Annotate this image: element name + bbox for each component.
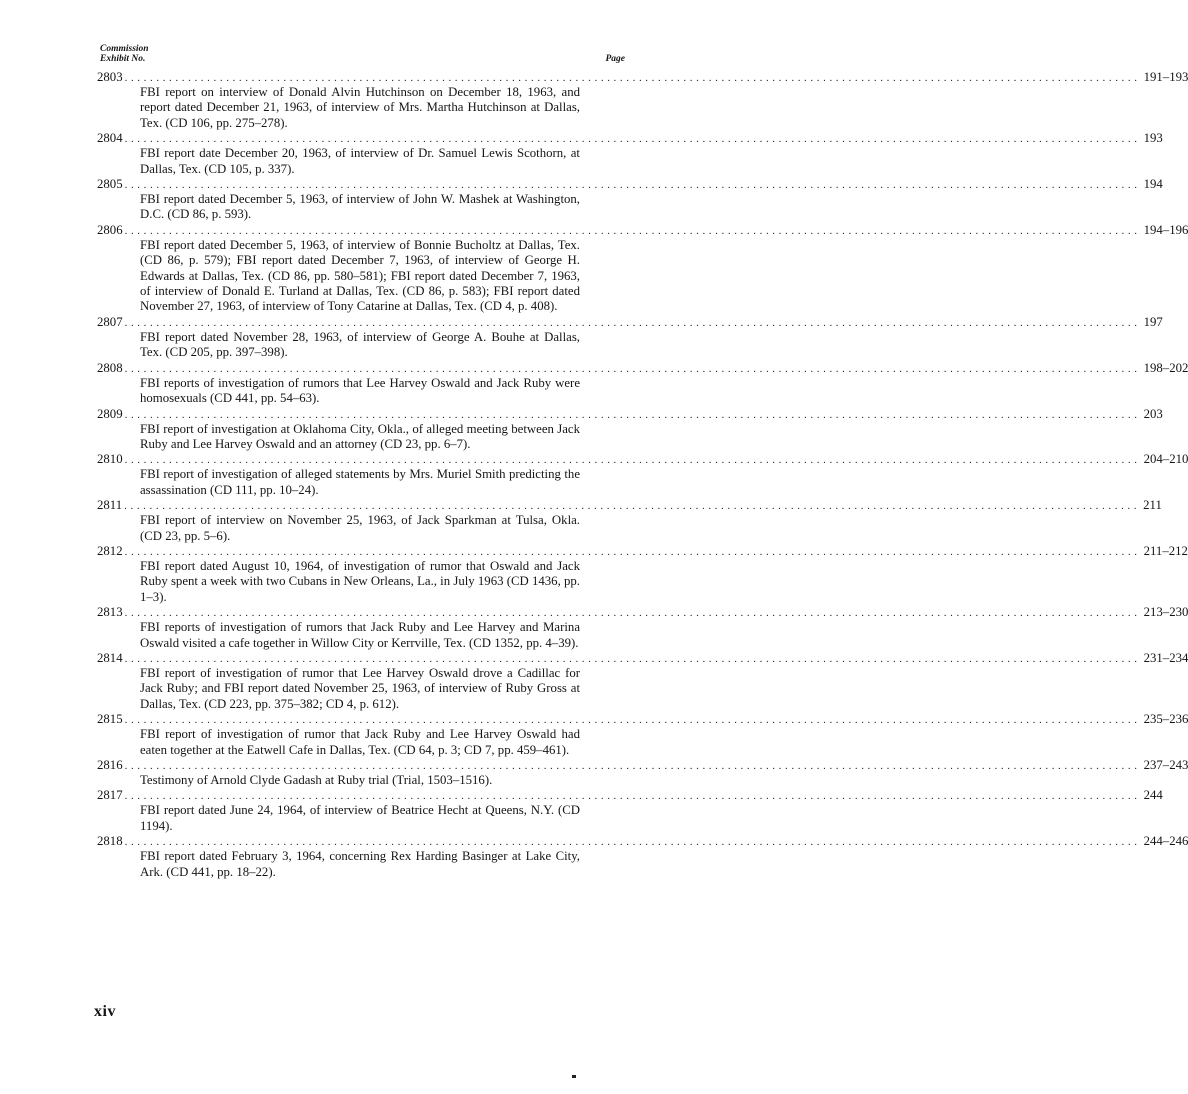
exhibit-number: 2804 <box>97 131 123 146</box>
exhibit-description: FBI report of investigation of alleged statements by Mrs. Muriel Smith predicting the assassination (CD 111, pp. 10–24). <box>140 467 580 497</box>
page-range: 211–212 <box>1143 543 1188 558</box>
exhibit-number: 2808 <box>97 360 123 375</box>
dot-leader: ................................................................................................................................................................ <box>124 362 1141 375</box>
exhibit-number: 2814 <box>97 650 123 665</box>
page-number: xiv <box>94 1003 116 1020</box>
exhibit-entry <box>97 543 1188 605</box>
exhibit-number: 2805 <box>97 177 123 192</box>
exhibit-description: FBI report date December 20, 1963, of interview of Dr. Samuel Lewis Scothorn, at Dallas, Tex. (CD 105, p. 337). <box>140 146 580 176</box>
exhibit-number: 2815 <box>97 712 123 727</box>
exhibit-entry-heading <box>97 452 1188 467</box>
page-range: 244–246 <box>1143 834 1188 849</box>
exhibit-number: 2811 <box>97 498 123 513</box>
exhibit-description: FBI report of investigation at Oklahoma City, Okla., of alleged meeting between Jack Ruby and Lee Harvey Oswald and an attorney (CD 23, pp. 6–7). <box>140 421 580 451</box>
exhibit-entry-heading <box>97 788 1163 803</box>
exhibit-entry <box>97 177 1163 223</box>
exhibit-number: 2817 <box>97 788 123 803</box>
exhibit-number: 2809 <box>97 406 123 421</box>
page-range: 194–196 <box>1143 222 1188 237</box>
dot-leader: ................................................................................................................................................................ <box>124 607 1141 620</box>
page-range: 197 <box>1143 314 1163 329</box>
column-header <box>97 44 627 70</box>
page-range: 213–230 <box>1143 605 1188 620</box>
exhibit-description: FBI report dated June 24, 1964, of interview of Beatrice Hecht at Queens, N.Y. (CD 1194). <box>140 803 580 833</box>
exhibit-description: FBI reports of investigation of rumors that Jack Ruby and Lee Harvey and Marina Oswald visited a cafe together in Willow City or Kerrville, Tex. (CD 1352, pp. 4–39). <box>140 620 580 650</box>
exhibit-entry-heading <box>97 314 1163 330</box>
exhibit-number: 2818 <box>97 834 123 849</box>
exhibit-entry-heading <box>97 70 1188 85</box>
exhibit-entry-heading <box>97 834 1188 849</box>
exhibit-index-page <box>97 44 1188 880</box>
dot-leader: ................................................................................................................................................................ <box>124 316 1141 329</box>
dot-leader: ................................................................................................................................................................ <box>124 224 1141 237</box>
exhibit-entry <box>97 834 1188 880</box>
exhibit-entry <box>97 360 1188 407</box>
exhibit-entry <box>97 650 1188 712</box>
dot-leader: ................................................................................................................................................................ <box>124 760 1141 772</box>
dot-leader: ................................................................................................................................................................ <box>124 790 1141 803</box>
exhibit-entry-heading <box>97 177 1163 192</box>
exhibit-entry <box>97 788 1163 834</box>
page-range: 193 <box>1143 131 1163 146</box>
page-column-label: Page <box>605 54 625 64</box>
exhibit-number: 2812 <box>97 543 123 558</box>
exhibit-description: FBI reports of investigation of rumors that Lee Harvey Oswald and Jack Ruby were homosexuals (CD 441, pp. 54–63). <box>140 375 580 406</box>
dot-leader: ................................................................................................................................................................ <box>124 714 1141 727</box>
dot-leader: ................................................................................................................................................................ <box>124 836 1141 849</box>
exhibit-entry-heading <box>97 543 1188 559</box>
exhibit-entry <box>97 605 1188 651</box>
dot-leader: ................................................................................................................................................................ <box>124 545 1141 558</box>
exhibit-number: 2813 <box>97 605 123 620</box>
page-range: 204–210 <box>1143 452 1188 467</box>
exhibit-description: Testimony of Arnold Clyde Gadash at Ruby trial (Trial, 1503–1516). <box>140 773 493 787</box>
exhibit-entry <box>97 712 1188 758</box>
dot-leader: ................................................................................................................................................................ <box>124 652 1141 665</box>
exhibit-description: FBI report dated December 5, 1963, of interview of Bonnie Bucholtz at Dallas, Tex. (CD 86, p. 579); FBI report dated December 7, 1963, of interview of George H. Edwards at Dallas, Tex. (CD 86, pp. 580–581); FBI report dated December 7, 1963, of interview of Donald E. Turland at Dallas, Tex. (CD 86, p. 583); FBI report dated November 27, 1963, of interview of Tony Catarine at Dallas, Tex. (CD 4, p. 408). <box>140 237 580 314</box>
exhibit-number: 2806 <box>97 222 123 237</box>
exhibit-entry <box>97 314 1163 361</box>
page-range: 235–236 <box>1143 712 1188 727</box>
commission-label: Commission <box>100 44 149 54</box>
page-range: 194 <box>1143 177 1163 192</box>
exhibit-description: FBI report of investigation of rumor that Jack Ruby and Lee Harvey Oswald had eaten together at the Eatwell Cafe in Dallas, Tex. (CD 64, p. 3; CD 7, pp. 459–461). <box>140 727 580 757</box>
dot-leader: ................................................................................................................................................................ <box>124 454 1141 467</box>
exhibit-number: 2803 <box>97 70 123 84</box>
exhibit-entry <box>97 406 1163 453</box>
dot-leader: ................................................................................................................................................................ <box>124 500 1141 513</box>
exhibit-description: FBI report dated December 5, 1963, of interview of John W. Mashek at Washington, D.C. (CD 86, p. 593). <box>140 192 580 222</box>
exhibit-description: FBI report on interview of Donald Alvin Hutchinson on December 18, 1963, and report dated December 21, 1963, of interview of Mrs. Martha Hutchinson at Dallas, Tex. (CD 106, pp. 275–278). <box>140 85 580 130</box>
dot-leader: ................................................................................................................................................................ <box>124 72 1141 84</box>
exhibit-entry-heading <box>97 222 1188 238</box>
exhibit-entry <box>97 498 1162 544</box>
dot-leader: ................................................................................................................................................................ <box>124 179 1141 192</box>
page-range: 191–193 <box>1143 70 1188 84</box>
exhibit-number: 2810 <box>97 452 123 467</box>
exhibit-entry-heading <box>97 605 1188 620</box>
exhibit-entry <box>97 222 1188 315</box>
page-range: 231–234 <box>1143 650 1188 665</box>
exhibit-number: 2807 <box>97 314 123 329</box>
page-range: 198–202 <box>1143 360 1188 375</box>
exhibit-entry-list <box>97 70 1188 880</box>
exhibit-entry <box>97 131 1163 177</box>
exhibit-description: FBI report dated February 3, 1964, concerning Rex Harding Basinger at Lake City, Ark. (CD 441, pp. 18–22). <box>140 849 580 879</box>
exhibit-entry-heading <box>97 360 1188 376</box>
exhibit-entry <box>97 452 1188 498</box>
exhibit-number: 2816 <box>97 758 123 772</box>
exhibit-entry-heading <box>97 712 1188 727</box>
page-range: 244 <box>1143 788 1163 803</box>
dot-leader: ................................................................................................................................................................ <box>124 133 1141 146</box>
exhibit-entry <box>97 758 1188 788</box>
dot-leader: ................................................................................................................................................................ <box>124 408 1141 421</box>
exhibit-entry-heading <box>97 406 1163 422</box>
exhibit-description: FBI report dated August 10, 1964, of investigation of rumor that Oswald and Jack Ruby spent a week with two Cubans in New Orleans, La., in July 1963 (CD 1436, pp. 1–3). <box>140 558 580 604</box>
exhibit-entry <box>97 70 1188 131</box>
exhibit-description: FBI report dated November 28, 1963, of interview of George A. Bouhe at Dallas, Tex. (CD 205, pp. 397–398). <box>140 329 580 360</box>
exhibit-entry-heading <box>97 650 1188 666</box>
page-range: 203 <box>1143 406 1163 421</box>
page-range: 211 <box>1143 498 1162 513</box>
exhibit-description: FBI report of investigation of rumor that Lee Harvey Oswald drove a Cadillac for Jack Ruby; and FBI report dated November 25, 1963, of interview of Ruby Gross at Dallas, Tex. (CD 223, pp. 375–382; CD 4, p. 612). <box>140 665 580 711</box>
exhibit-entry-heading <box>97 131 1163 146</box>
exhibit-entry-heading <box>97 758 1188 773</box>
exhibit-no-label: Exhibit No. <box>100 54 146 64</box>
scan-speck <box>572 1075 576 1078</box>
exhibit-description: FBI report of interview on November 25, 1963, of Jack Sparkman at Tulsa, Okla. (CD 23, pp. 5–6). <box>140 513 580 543</box>
exhibit-entry-heading <box>97 498 1162 513</box>
page-range: 237–243 <box>1143 758 1188 772</box>
